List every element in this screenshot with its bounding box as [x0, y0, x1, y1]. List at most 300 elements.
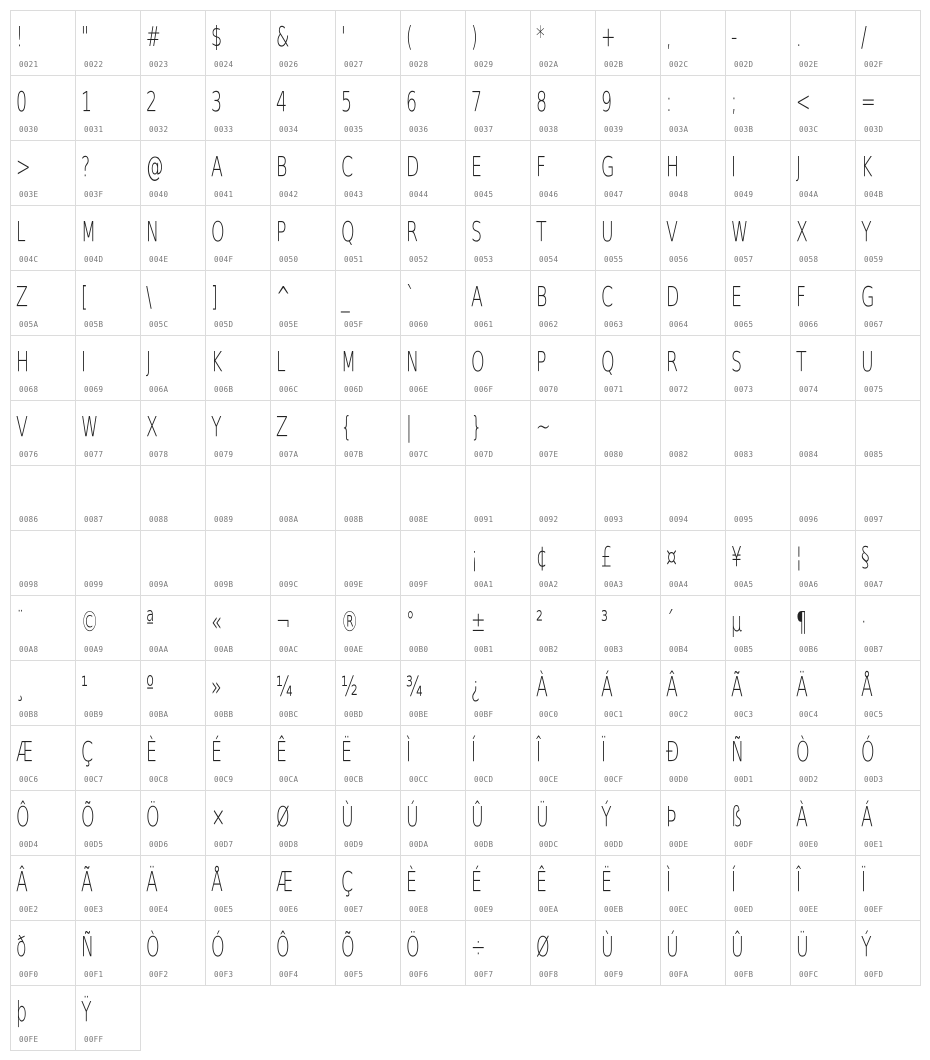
glyph-cell[interactable]	[205, 270, 271, 336]
glyph-cell[interactable]	[335, 75, 401, 141]
glyph-codepoint-label: 0086	[19, 515, 39, 524]
glyph-codepoint-label: 00DA	[409, 840, 429, 849]
glyph-codepoint-label: 0044	[409, 190, 429, 199]
glyph-codepoint-label: 0028	[409, 60, 429, 69]
glyph-cell[interactable]	[855, 75, 921, 141]
glyph-cell[interactable]	[790, 465, 856, 531]
glyph-cell[interactable]	[10, 270, 76, 336]
glyph-preview: H	[15, 345, 30, 378]
glyph-cell[interactable]	[75, 400, 141, 466]
glyph-preview: {	[340, 410, 353, 443]
glyph-cell[interactable]	[10, 595, 76, 661]
glyph-cell[interactable]	[790, 595, 856, 661]
glyph-cell[interactable]	[465, 920, 531, 986]
glyph-codepoint-label: 0041	[214, 190, 234, 199]
glyph-preview: <	[795, 85, 811, 118]
glyph-codepoint-label: 0049	[734, 190, 754, 199]
glyph-cell[interactable]	[75, 855, 141, 921]
glyph-cell[interactable]	[660, 595, 726, 661]
glyph-codepoint-label: 00C7	[84, 775, 104, 784]
glyph-cell[interactable]	[595, 530, 661, 596]
glyph-codepoint-label: 0042	[279, 190, 299, 199]
glyph-cell[interactable]	[205, 725, 271, 791]
glyph-cell[interactable]	[855, 660, 921, 726]
glyph-preview: Ô	[15, 800, 30, 833]
glyph-cell[interactable]	[530, 10, 596, 76]
glyph-cell[interactable]	[140, 660, 206, 726]
glyph-cell[interactable]	[530, 790, 596, 856]
glyph-cell[interactable]	[270, 465, 336, 531]
glyph-cell[interactable]	[465, 270, 531, 336]
glyph-codepoint-label: 00CE	[539, 775, 559, 784]
glyph-codepoint-label: 0062	[539, 320, 559, 329]
glyph-cell[interactable]	[855, 400, 921, 466]
glyph-codepoint-label: 00A4	[669, 580, 689, 589]
glyph-cell[interactable]	[10, 725, 76, 791]
glyph-cell[interactable]	[855, 335, 921, 401]
glyph-cell[interactable]	[10, 985, 76, 1051]
glyph-preview	[141, 535, 181, 579]
glyph-cell[interactable]	[400, 10, 466, 76]
glyph-preview: 9	[600, 85, 613, 118]
glyph-cell[interactable]	[10, 75, 76, 141]
glyph-cell[interactable]	[75, 920, 141, 986]
glyph-codepoint-label: 0045	[474, 190, 494, 199]
glyph-cell[interactable]	[725, 205, 791, 271]
glyph-cell[interactable]	[530, 855, 596, 921]
glyph-codepoint-label: 0054	[539, 255, 559, 264]
glyph-cell[interactable]	[660, 790, 726, 856]
glyph-cell[interactable]	[270, 790, 336, 856]
glyph-cell[interactable]	[400, 530, 466, 596]
glyph-cell[interactable]	[790, 335, 856, 401]
glyph-cell[interactable]	[270, 920, 336, 986]
glyph-cell[interactable]	[530, 530, 596, 596]
glyph-cell[interactable]	[75, 140, 141, 206]
glyph-cell[interactable]	[530, 205, 596, 271]
glyph-cell[interactable]	[465, 595, 531, 661]
glyph-cell[interactable]	[660, 855, 726, 921]
glyph-codepoint-label: 0068	[19, 385, 39, 394]
glyph-preview	[401, 470, 441, 514]
glyph-cell[interactable]	[140, 725, 206, 791]
glyph-cell[interactable]	[10, 530, 76, 596]
glyph-cell[interactable]	[595, 400, 661, 466]
glyph-cell[interactable]	[660, 205, 726, 271]
glyph-cell[interactable]	[10, 400, 76, 466]
glyph-cell[interactable]	[855, 465, 921, 531]
glyph-cell[interactable]	[725, 595, 791, 661]
glyph-cell[interactable]	[725, 855, 791, 921]
glyph-preview: Õ	[340, 930, 355, 963]
glyph-cell[interactable]	[270, 270, 336, 336]
glyph-codepoint-label: 00D9	[344, 840, 364, 849]
glyph-cell[interactable]	[855, 10, 921, 76]
glyph-cell[interactable]	[530, 660, 596, 726]
glyph-cell[interactable]	[400, 270, 466, 336]
glyph-codepoint-label: 0035	[344, 125, 364, 134]
glyph-cell[interactable]	[270, 140, 336, 206]
glyph-preview: Ù	[340, 800, 354, 833]
glyph-codepoint-label: 0033	[214, 125, 234, 134]
glyph-cell[interactable]	[790, 140, 856, 206]
glyph-cell[interactable]	[10, 140, 76, 206]
glyph-cell[interactable]	[270, 725, 336, 791]
glyph-cell[interactable]	[465, 725, 531, 791]
glyph-cell[interactable]	[855, 855, 921, 921]
glyph-cell[interactable]	[270, 10, 336, 76]
glyph-cell[interactable]	[140, 400, 206, 466]
glyph-codepoint-label: 00BA	[149, 710, 169, 719]
glyph-cell[interactable]	[335, 725, 401, 791]
glyph-cell[interactable]	[400, 205, 466, 271]
glyph-preview: G	[600, 150, 615, 183]
glyph-cell[interactable]	[335, 855, 401, 921]
glyph-cell[interactable]	[660, 920, 726, 986]
glyph-cell[interactable]	[140, 335, 206, 401]
glyph-cell[interactable]	[335, 140, 401, 206]
glyph-cell[interactable]	[10, 660, 76, 726]
glyph-cell[interactable]	[465, 465, 531, 531]
glyph-cell[interactable]	[205, 205, 271, 271]
glyph-cell[interactable]	[725, 465, 791, 531]
glyph-cell[interactable]	[725, 10, 791, 76]
glyph-cell[interactable]	[335, 790, 401, 856]
glyph-cell[interactable]	[530, 75, 596, 141]
glyph-cell[interactable]	[660, 725, 726, 791]
glyph-preview	[726, 470, 766, 514]
glyph-cell[interactable]	[660, 140, 726, 206]
glyph-cell[interactable]	[725, 75, 791, 141]
glyph-codepoint-label: 00C6	[19, 775, 39, 784]
glyph-preview: Í	[470, 735, 477, 768]
glyph-cell[interactable]	[790, 75, 856, 141]
glyph-cell[interactable]	[790, 10, 856, 76]
glyph-cell[interactable]	[725, 790, 791, 856]
glyph-cell[interactable]	[205, 660, 271, 726]
glyph-cell[interactable]	[335, 335, 401, 401]
glyph-cell[interactable]	[140, 10, 206, 76]
glyph-cell[interactable]	[595, 465, 661, 531]
glyph-cell[interactable]	[75, 660, 141, 726]
glyph-cell[interactable]	[10, 920, 76, 986]
glyph-cell[interactable]	[75, 10, 141, 76]
glyph-cell[interactable]	[465, 855, 531, 921]
glyph-cell[interactable]	[725, 140, 791, 206]
glyph-preview: 6	[405, 85, 418, 118]
glyph-cell[interactable]	[725, 920, 791, 986]
glyph-cell[interactable]	[465, 140, 531, 206]
glyph-cell[interactable]	[855, 140, 921, 206]
glyph-cell[interactable]	[270, 855, 336, 921]
glyph-codepoint-label: 0029	[474, 60, 494, 69]
glyph-cell[interactable]	[400, 790, 466, 856]
glyph-cell[interactable]	[335, 660, 401, 726]
glyph-cell[interactable]	[595, 10, 661, 76]
glyph-cell[interactable]	[75, 595, 141, 661]
glyph-cell[interactable]	[205, 790, 271, 856]
glyph-cell[interactable]	[400, 140, 466, 206]
glyph-preview: 5	[340, 85, 353, 118]
glyph-cell[interactable]	[725, 530, 791, 596]
glyph-codepoint-label: 0083	[734, 450, 754, 459]
glyph-codepoint-label: 00F8	[539, 970, 559, 979]
glyph-cell[interactable]	[335, 400, 401, 466]
glyph-cell[interactable]	[595, 270, 661, 336]
glyph-cell[interactable]	[660, 335, 726, 401]
glyph-codepoint-label: 004B	[864, 190, 884, 199]
glyph-preview: L	[275, 345, 286, 378]
glyph-cell[interactable]	[400, 335, 466, 401]
glyph-codepoint-label: 00F5	[344, 970, 364, 979]
glyph-codepoint-label: 00C1	[604, 710, 624, 719]
glyph-cell[interactable]	[465, 530, 531, 596]
glyph-cell[interactable]	[400, 725, 466, 791]
glyph-cell[interactable]	[530, 920, 596, 986]
glyph-cell[interactable]	[140, 465, 206, 531]
glyph-cell[interactable]	[10, 790, 76, 856]
glyph-cell[interactable]	[140, 75, 206, 141]
glyph-cell[interactable]	[595, 725, 661, 791]
glyph-cell[interactable]	[790, 530, 856, 596]
glyph-codepoint-label: 0076	[19, 450, 39, 459]
glyph-cell[interactable]	[270, 400, 336, 466]
glyph-cell[interactable]	[595, 75, 661, 141]
glyph-cell[interactable]	[205, 400, 271, 466]
glyph-codepoint-label: 00EB	[604, 905, 624, 914]
glyph-cell[interactable]	[205, 855, 271, 921]
glyph-cell[interactable]	[530, 270, 596, 336]
glyph-codepoint-label: 0050	[279, 255, 299, 264]
glyph-preview: D	[405, 150, 420, 183]
glyph-codepoint-label: 009F	[409, 580, 429, 589]
glyph-preview: E	[470, 150, 482, 183]
glyph-cell[interactable]	[75, 725, 141, 791]
glyph-cell[interactable]	[335, 530, 401, 596]
glyph-cell[interactable]	[530, 335, 596, 401]
glyph-cell[interactable]	[205, 10, 271, 76]
glyph-cell[interactable]	[400, 595, 466, 661]
glyph-codepoint-label: 0052	[409, 255, 429, 264]
glyph-cell[interactable]	[855, 530, 921, 596]
glyph-cell[interactable]	[270, 335, 336, 401]
glyph-cell[interactable]	[140, 920, 206, 986]
glyph-cell[interactable]	[10, 855, 76, 921]
glyph-cell[interactable]	[400, 465, 466, 531]
glyph-cell[interactable]	[660, 270, 726, 336]
glyph-cell[interactable]	[790, 855, 856, 921]
glyph-codepoint-label: 006C	[279, 385, 299, 394]
glyph-codepoint-label: 00F6	[409, 970, 429, 979]
glyph-codepoint-label: 0072	[669, 385, 689, 394]
glyph-preview: Ë	[340, 735, 352, 768]
glyph-cell[interactable]	[140, 790, 206, 856]
glyph-cell[interactable]	[595, 205, 661, 271]
glyph-cell[interactable]	[205, 465, 271, 531]
glyph-cell[interactable]	[725, 270, 791, 336]
glyph-cell[interactable]	[725, 725, 791, 791]
glyph-codepoint-label: 0059	[864, 255, 884, 264]
glyph-preview: >	[15, 150, 31, 183]
glyph-preview	[466, 470, 506, 514]
glyph-cell[interactable]	[140, 140, 206, 206]
glyph-codepoint-label: 00C4	[799, 710, 819, 719]
glyph-codepoint-label: 0039	[604, 125, 624, 134]
glyph-cell[interactable]	[465, 75, 531, 141]
glyph-codepoint-label: 00E0	[799, 840, 819, 849]
glyph-cell[interactable]	[855, 790, 921, 856]
glyph-cell[interactable]	[10, 465, 76, 531]
glyph-preview: +	[600, 20, 616, 53]
glyph-preview: :	[665, 85, 672, 118]
glyph-preview: A	[470, 280, 483, 313]
glyph-cell[interactable]	[595, 140, 661, 206]
glyph-cell[interactable]	[855, 920, 921, 986]
glyph-codepoint-label: 00B6	[799, 645, 819, 654]
glyph-cell[interactable]	[140, 205, 206, 271]
glyph-preview: _	[340, 280, 350, 313]
glyph-cell[interactable]	[660, 530, 726, 596]
glyph-cell[interactable]	[400, 400, 466, 466]
glyph-preview: Ð	[665, 735, 680, 768]
glyph-cell[interactable]	[660, 75, 726, 141]
glyph-cell[interactable]	[270, 595, 336, 661]
glyph-cell[interactable]	[725, 335, 791, 401]
glyph-cell[interactable]	[400, 660, 466, 726]
glyph-codepoint-label: 002C	[669, 60, 689, 69]
glyph-cell[interactable]	[660, 465, 726, 531]
glyph-cell[interactable]	[465, 335, 531, 401]
glyph-preview: Å	[210, 865, 223, 898]
glyph-cell[interactable]	[270, 205, 336, 271]
glyph-cell[interactable]	[270, 75, 336, 141]
glyph-preview: Î	[535, 735, 542, 768]
glyph-cell[interactable]	[10, 205, 76, 271]
glyph-cell[interactable]	[855, 725, 921, 791]
glyph-preview: C	[340, 150, 354, 183]
glyph-cell[interactable]	[595, 790, 661, 856]
glyph-cell[interactable]	[75, 790, 141, 856]
glyph-cell[interactable]	[75, 465, 141, 531]
glyph-cell[interactable]	[530, 725, 596, 791]
glyph-cell[interactable]	[790, 660, 856, 726]
glyph-codepoint-label: 00EA	[539, 905, 559, 914]
glyph-cell[interactable]	[10, 335, 76, 401]
glyph-preview: Ñ	[730, 735, 744, 768]
glyph-cell[interactable]	[205, 140, 271, 206]
glyph-codepoint-label: 00D6	[149, 840, 169, 849]
glyph-cell[interactable]	[465, 660, 531, 726]
glyph-cell[interactable]	[855, 595, 921, 661]
glyph-cell[interactable]	[530, 595, 596, 661]
glyph-codepoint-label: 00B3	[604, 645, 624, 654]
glyph-cell[interactable]	[855, 270, 921, 336]
glyph-preview	[726, 405, 766, 449]
glyph-cell[interactable]	[660, 660, 726, 726]
glyph-cell[interactable]	[725, 400, 791, 466]
glyph-cell[interactable]	[75, 985, 141, 1051]
glyph-cell[interactable]	[205, 335, 271, 401]
glyph-cell[interactable]	[335, 465, 401, 531]
glyph-cell[interactable]	[270, 660, 336, 726]
glyph-cell[interactable]	[790, 205, 856, 271]
glyph-cell[interactable]	[140, 855, 206, 921]
glyph-cell[interactable]	[400, 920, 466, 986]
glyph-cell[interactable]	[790, 725, 856, 791]
glyph-cell[interactable]	[140, 595, 206, 661]
glyph-preview: (	[405, 20, 413, 53]
glyph-cell[interactable]	[595, 595, 661, 661]
glyph-cell[interactable]	[595, 920, 661, 986]
glyph-preview	[271, 470, 311, 514]
glyph-cell[interactable]	[595, 335, 661, 401]
glyph-preview: Z	[275, 410, 288, 443]
glyph-codepoint-label: 0078	[149, 450, 169, 459]
glyph-cell[interactable]	[205, 530, 271, 596]
glyph-codepoint-label: 0099	[84, 580, 104, 589]
glyph-cell[interactable]	[660, 400, 726, 466]
glyph-cell[interactable]	[205, 595, 271, 661]
glyph-codepoint-label: 00A2	[539, 580, 559, 589]
glyph-cell[interactable]	[530, 400, 596, 466]
glyph-cell[interactable]	[140, 530, 206, 596]
glyph-cell[interactable]	[790, 920, 856, 986]
glyph-cell[interactable]	[140, 270, 206, 336]
glyph-cell[interactable]	[530, 465, 596, 531]
glyph-cell[interactable]	[855, 205, 921, 271]
glyph-preview: B	[535, 280, 548, 313]
glyph-cell[interactable]	[335, 920, 401, 986]
glyph-cell[interactable]	[400, 855, 466, 921]
glyph-cell[interactable]	[530, 140, 596, 206]
glyph-cell[interactable]	[75, 75, 141, 141]
glyph-preview: )	[470, 20, 478, 53]
glyph-cell[interactable]	[270, 530, 336, 596]
glyph-preview: H	[665, 150, 680, 183]
glyph-cell[interactable]	[790, 400, 856, 466]
glyph-cell[interactable]	[400, 75, 466, 141]
glyph-cell[interactable]	[75, 335, 141, 401]
glyph-preview: ¡	[470, 540, 478, 573]
glyph-cell[interactable]	[75, 205, 141, 271]
glyph-cell[interactable]	[595, 855, 661, 921]
glyph-cell[interactable]	[790, 270, 856, 336]
glyph-cell[interactable]	[465, 10, 531, 76]
glyph-cell[interactable]	[205, 75, 271, 141]
glyph-cell[interactable]	[335, 595, 401, 661]
glyph-codepoint-label: 0048	[669, 190, 689, 199]
glyph-preview: Í	[730, 865, 737, 898]
glyph-cell[interactable]	[335, 205, 401, 271]
glyph-codepoint-label: 0070	[539, 385, 559, 394]
glyph-cell[interactable]	[75, 530, 141, 596]
glyph-cell[interactable]	[595, 660, 661, 726]
glyph-cell[interactable]	[335, 270, 401, 336]
glyph-cell[interactable]	[335, 10, 401, 76]
glyph-preview: Û	[470, 800, 484, 833]
glyph-cell[interactable]	[790, 790, 856, 856]
glyph-cell[interactable]	[465, 400, 531, 466]
glyph-cell[interactable]	[205, 920, 271, 986]
glyph-cell[interactable]	[465, 790, 531, 856]
glyph-preview: M	[340, 345, 356, 378]
glyph-codepoint-label: 0063	[604, 320, 624, 329]
glyph-cell[interactable]	[75, 270, 141, 336]
glyph-cell[interactable]	[660, 10, 726, 76]
glyph-cell[interactable]	[465, 205, 531, 271]
glyph-cell[interactable]	[725, 660, 791, 726]
glyph-cell[interactable]	[10, 10, 76, 76]
